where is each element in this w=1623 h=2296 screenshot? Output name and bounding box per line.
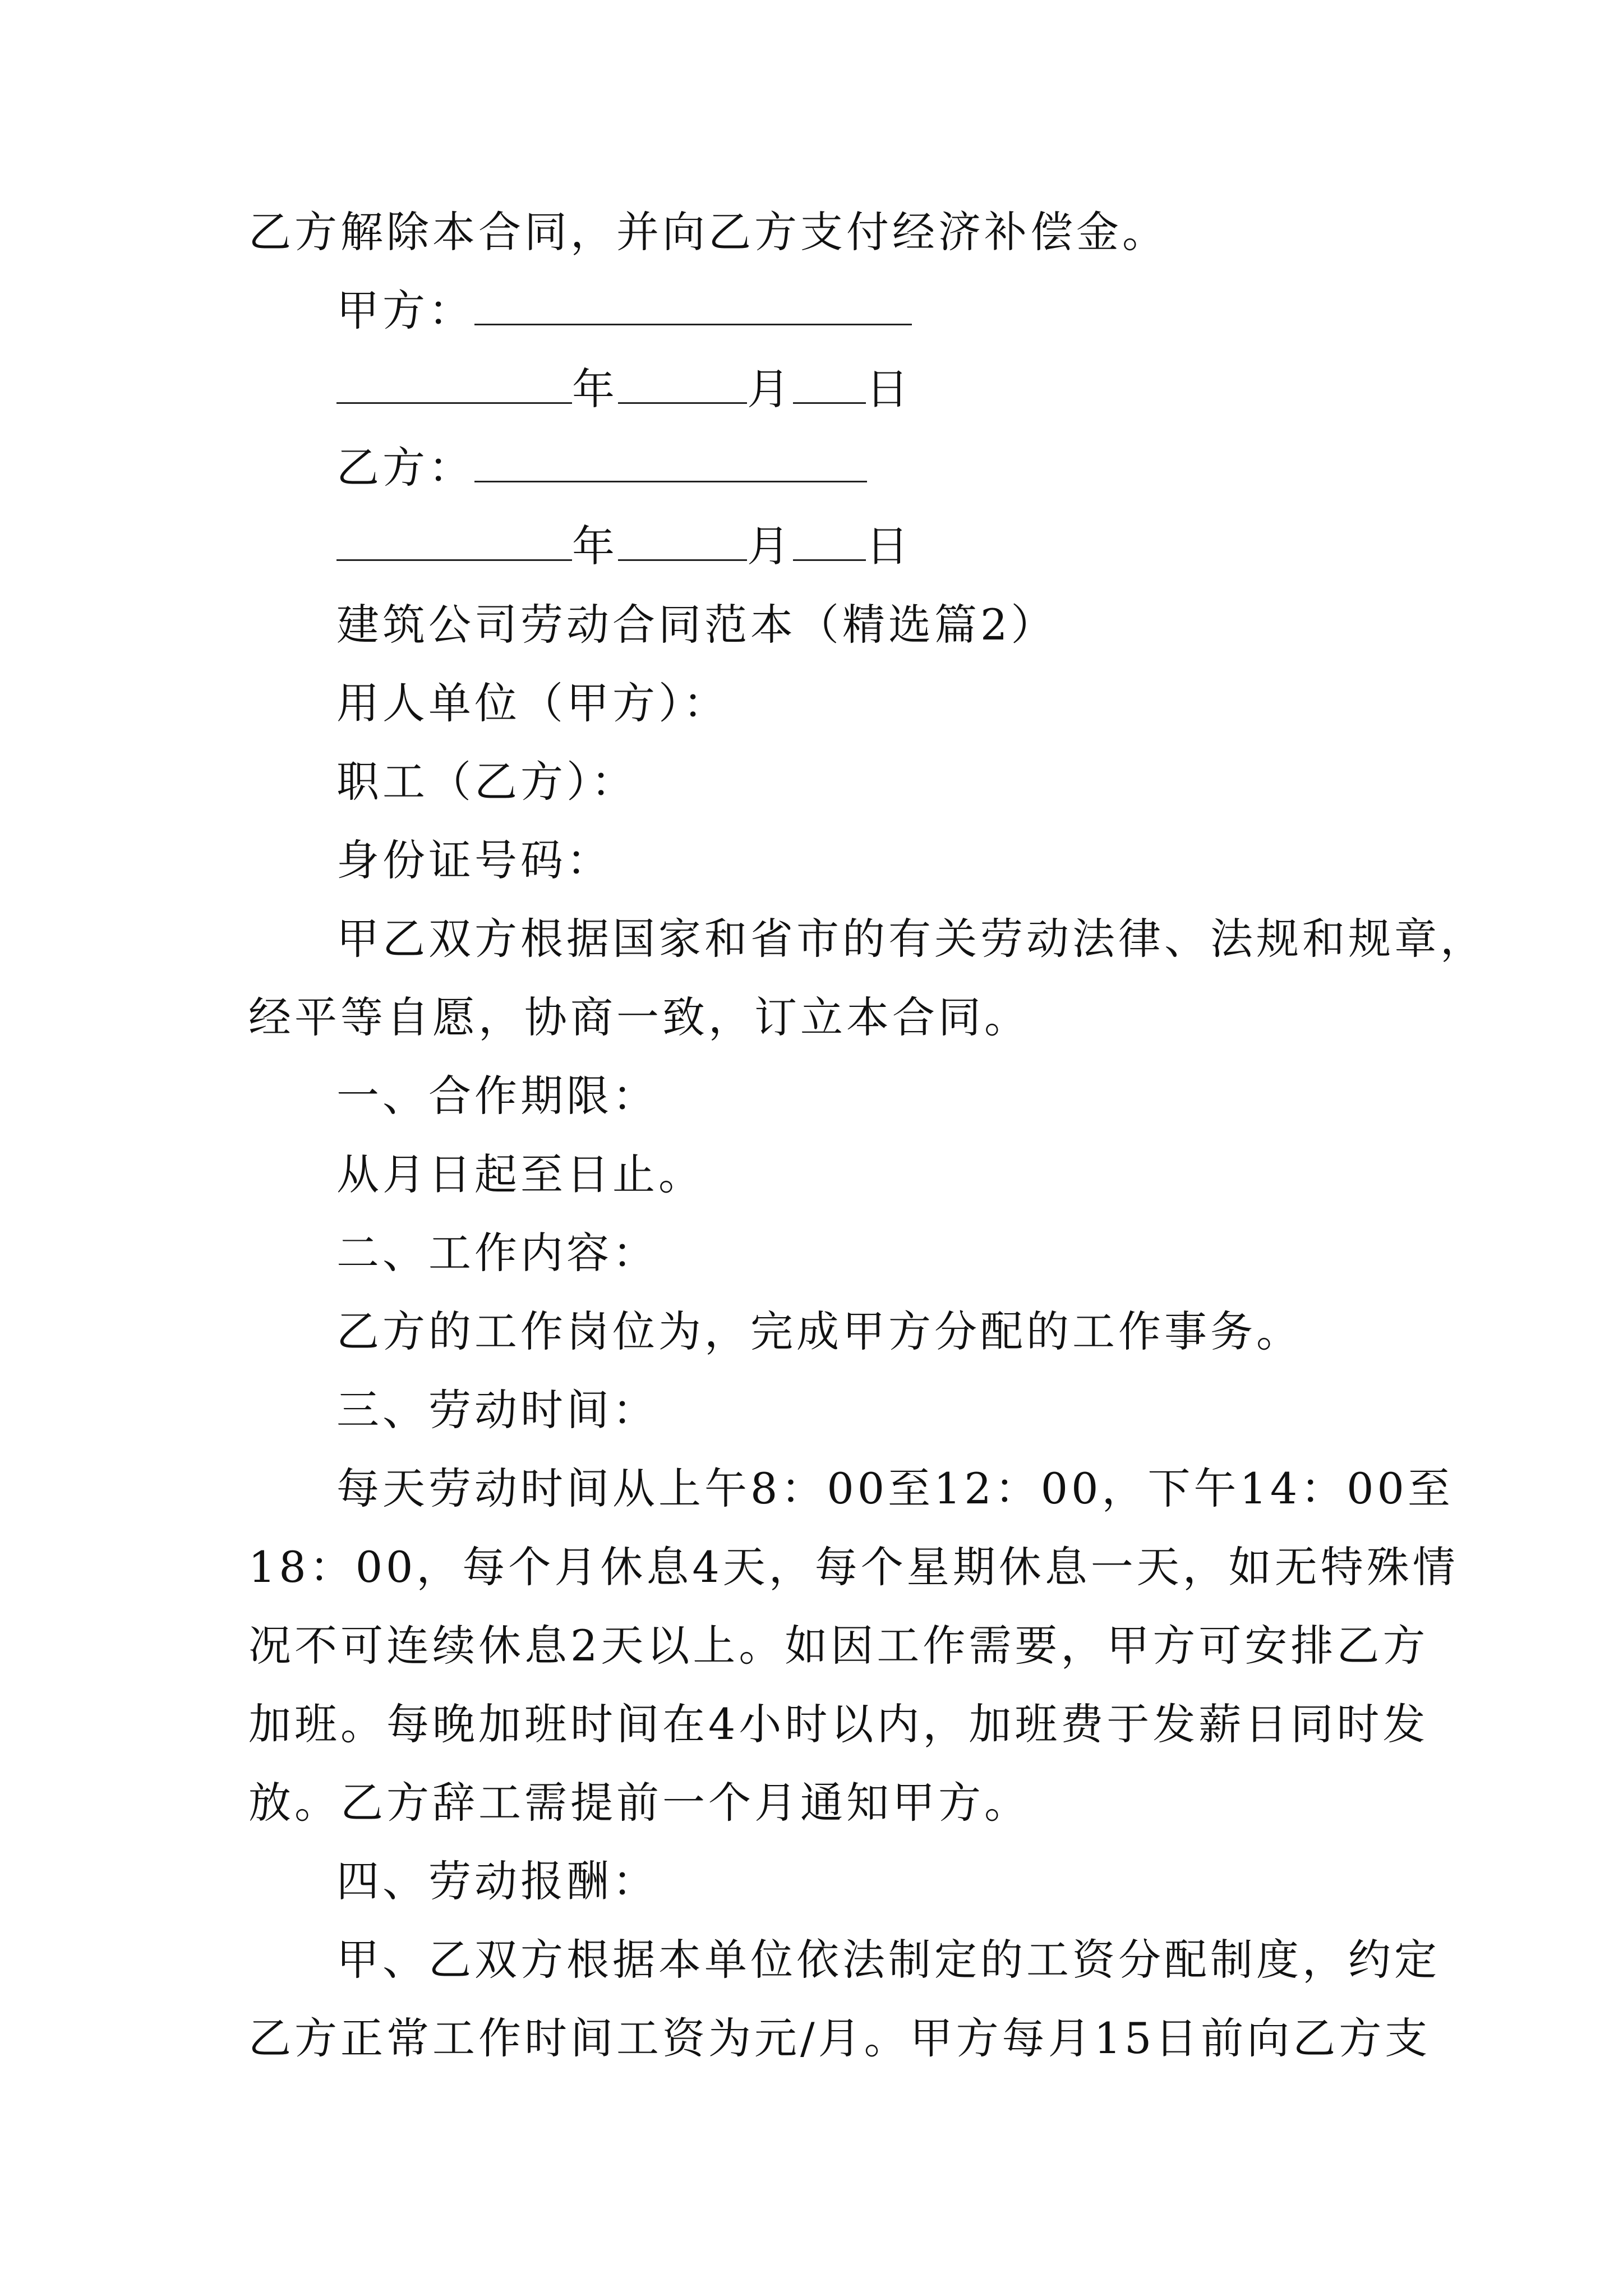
month-blank <box>618 363 747 404</box>
year-blank <box>336 363 572 404</box>
id-number-field: 身份证号码： <box>336 835 612 885</box>
day-label: 日 <box>866 364 912 414</box>
paragraph-line: 甲乙双方根据国家和省市的有关劳动法律、法规和规章， <box>336 914 1486 964</box>
paragraph-line: 甲、乙双方根据本单位依法制定的工资分配制度，约定 <box>336 1935 1440 1985</box>
party-a-blank <box>474 284 912 325</box>
clause-heading: 四、劳动报酬： <box>336 1856 658 1906</box>
paragraph-line: 况不可连续休息2天以上。如因工作需要，甲方可安排乙方 <box>248 1621 1429 1671</box>
paragraph-line: 乙方的工作岗位为，完成甲方分配的工作事务。 <box>336 1306 1302 1356</box>
party-b-signature-line <box>336 441 867 495</box>
month-blank <box>618 520 747 561</box>
party-b-label: 乙方： <box>336 443 474 493</box>
section-title: 建筑公司劳动合同范本（精选篇2） <box>336 600 1057 650</box>
paragraph-line: 乙方正常工作时间工资为元/月。甲方每月15日前向乙方支 <box>248 2013 1431 2063</box>
party-a-signature-line <box>336 284 912 338</box>
party-a-date-line <box>336 362 912 416</box>
month-label: 月 <box>747 521 793 571</box>
party-a-label: 甲方： <box>336 286 474 335</box>
paragraph-line: 乙方解除本合同，并向乙方支付经济补偿金。 <box>248 207 1168 257</box>
day-label: 日 <box>866 521 912 571</box>
party-b-blank <box>474 441 867 482</box>
paragraph-line: 从月日起至日止。 <box>336 1149 704 1199</box>
employer-field: 用人单位（甲方）： <box>336 678 729 728</box>
clause-heading: 三、劳动时间： <box>336 1385 658 1435</box>
paragraph-line: 放。乙方辞工需提前一个月通知甲方。 <box>248 1778 1030 1828</box>
day-blank <box>793 520 866 561</box>
employee-field: 职工（乙方）： <box>336 757 637 807</box>
paragraph-line: 18：00，每个月休息4天，每个星期休息一天，如无特殊情 <box>248 1542 1459 1592</box>
month-label: 月 <box>747 364 793 414</box>
clause-heading: 二、工作内容： <box>336 1228 658 1278</box>
paragraph-line: 经平等自愿，协商一致，订立本合同。 <box>248 992 1030 1042</box>
year-label: 年 <box>572 521 618 571</box>
party-b-date-line <box>336 519 912 573</box>
clause-heading: 一、合作期限： <box>336 1071 658 1121</box>
paragraph-line: 加班。每晚加班时间在4小时以内，加班费于发薪日同时发 <box>248 1699 1429 1749</box>
paragraph-line: 每天劳动时间从上午8：00至12：00，下午14：00至 <box>336 1464 1454 1513</box>
year-label: 年 <box>572 364 618 414</box>
day-blank <box>793 363 866 404</box>
year-blank <box>336 520 572 561</box>
